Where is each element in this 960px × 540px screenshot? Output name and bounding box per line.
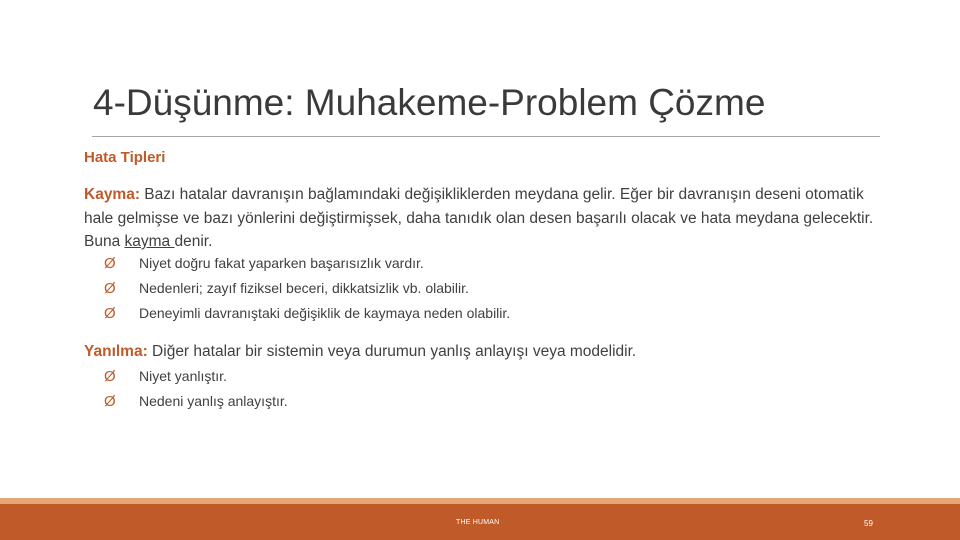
kayma-paragraph	[84, 183, 884, 254]
list-item-text: Deneyimli davranıştaki değişiklik de kaymaya neden olabilir.	[139, 305, 511, 321]
arrow-bullet-icon: Ø	[104, 255, 116, 272]
kayma-text: Bazı hatalar davranışın bağlamındaki değişikliklerden meydana gelir. Eğer bir davranışın deseni otomatik hale gelmişse ve bazı yönlerini değiştirmişsek, daha tanıdık olan desen başarılı olacak ve hata meydana gelecektir. Buna	[84, 186, 874, 250]
arrow-bullet-icon: Ø	[104, 280, 116, 297]
yanilma-bullet-list	[104, 366, 288, 416]
page-number: 59	[864, 519, 873, 528]
kayma-underlined-word: kayma	[124, 233, 175, 250]
arrow-bullet-icon: Ø	[104, 393, 116, 410]
kayma-term: Kayma:	[84, 186, 140, 203]
list-item	[104, 303, 510, 328]
arrow-bullet-icon: Ø	[104, 305, 116, 322]
footer-bar	[0, 504, 960, 540]
footer-label: THE HUMAN	[456, 519, 500, 526]
list-item	[104, 366, 288, 391]
list-item-text: Nedenleri; zayıf fiziksel beceri, dikkatsizlik vb. olabilir.	[139, 280, 469, 296]
arrow-bullet-icon: Ø	[104, 368, 116, 385]
section-heading: Hata Tipleri	[84, 149, 166, 166]
list-item-text: Niyet doğru fakat yaparken başarısızlık vardır.	[139, 255, 424, 271]
kayma-text-end: denir.	[174, 233, 213, 250]
kayma-bullet-list	[104, 253, 510, 328]
yanilma-paragraph	[84, 340, 884, 364]
yanilma-term: Yanılma:	[84, 343, 148, 360]
list-item	[104, 253, 510, 278]
list-item-text: Niyet yanlıştır.	[139, 368, 227, 384]
slide-title: 4-Düşünme: Muhakeme-Problem Çözme	[93, 82, 766, 123]
list-item	[104, 278, 510, 303]
yanilma-text: Diğer hatalar bir sistemin veya durumun yanlış anlayışı veya modelidir.	[147, 343, 637, 360]
title-divider	[92, 136, 880, 137]
list-item-text: Nedeni yanlış anlayıştır.	[139, 393, 288, 409]
list-item	[104, 391, 288, 416]
